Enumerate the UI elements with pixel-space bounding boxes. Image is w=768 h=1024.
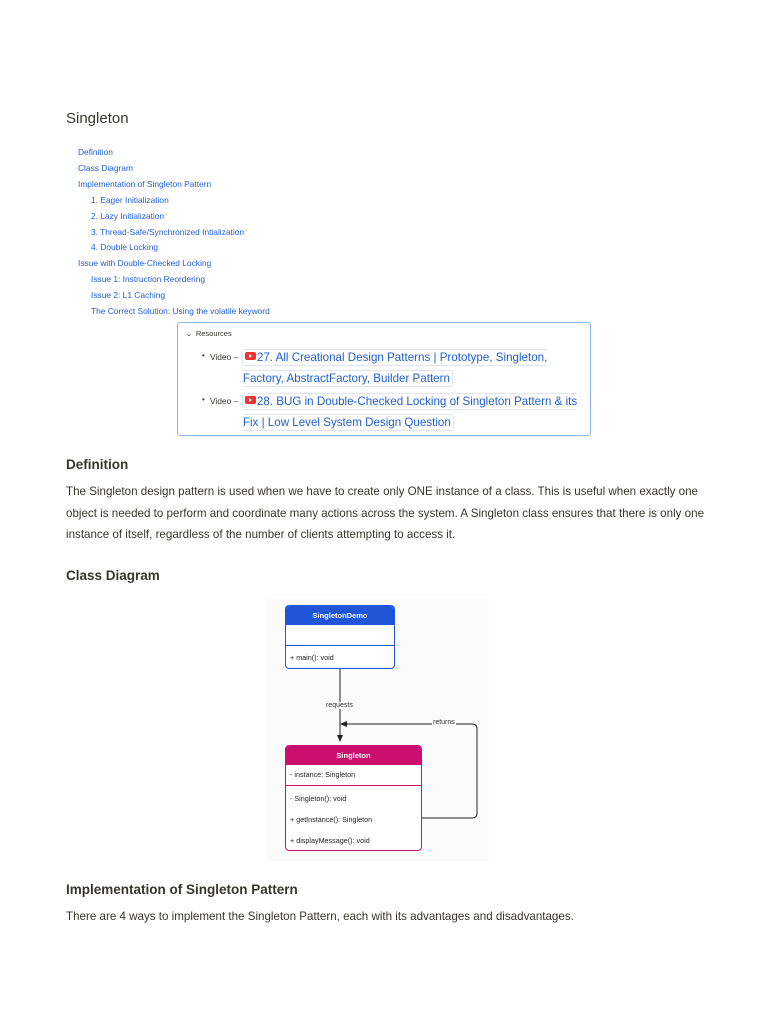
returns-arrowhead	[340, 721, 347, 727]
implementation-heading: Implementation of Singleton Pattern	[66, 882, 298, 897]
class-method: - Singleton(): void	[290, 794, 347, 803]
singleton-class-box	[285, 745, 422, 851]
toc-link[interactable]: Issue 2: L1 Caching	[91, 290, 166, 301]
requests-arrowhead	[337, 735, 343, 742]
toc-link[interactable]: Issue with Double-Checked Locking	[78, 258, 212, 269]
resource-item	[202, 391, 587, 433]
toc-link[interactable]: Definition	[78, 147, 113, 157]
resource-prefix: Video –	[209, 396, 239, 406]
toc-link[interactable]: 2. Lazy Initialization	[91, 210, 165, 221]
page-title: Singleton	[66, 110, 129, 127]
class-method: + main(): void	[290, 653, 334, 662]
resource-link-text[interactable]: 28. BUG in Double-Checked Locking of Singleton Pattern & its Fix | Low Level System Design Question	[242, 395, 578, 429]
divider	[286, 785, 421, 786]
toc-link[interactable]: The Correct Solution: Using the volatile keyword	[91, 306, 270, 317]
toc-link[interactable]: 4. Double Locking	[91, 242, 159, 253]
table-of-contents	[78, 145, 270, 320]
bullet: •	[202, 351, 205, 360]
resource-item	[202, 347, 587, 389]
toc-link[interactable]: 3. Thread-Safe/Synchronized Intialization	[91, 226, 245, 237]
divider	[286, 645, 394, 646]
definition-text: The Singleton design pattern is used when we have to create only ONE instance of a class. This is useful when exactly one object is needed to perform and coordinate many actions across the system. A Singleton class ensures that there is only one instance of itself, regardless of the number of clients attempting to access it.	[66, 485, 705, 542]
class-name: Singleton	[286, 746, 421, 765]
class-method: + displayMessage(): void	[290, 836, 370, 845]
resources-header-label: Resources	[195, 329, 232, 338]
bullet: •	[202, 395, 205, 404]
resource-link-text[interactable]: 27. All Creational Design Patterns | Prototype, Singleton, Factory, AbstractFactory, Builder Pattern	[242, 351, 548, 385]
chevron-down-icon[interactable]: ⌄	[185, 330, 193, 338]
class-diagram-heading: Class Diagram	[66, 568, 160, 583]
class-diagram-image	[267, 599, 489, 861]
toc-link[interactable]: 1. Eager Initialization	[91, 194, 169, 205]
resources-toggle[interactable]	[186, 329, 232, 338]
implementation-text: There are 4 ways to implement the Singleton Pattern, each with its advantages and disadvantages.	[66, 910, 574, 923]
requests-label: requests	[326, 702, 353, 709]
class-field: - instance: Singleton	[290, 770, 356, 779]
resource-link[interactable]	[243, 391, 587, 433]
youtube-icon	[245, 396, 256, 404]
definition-heading: Definition	[66, 457, 129, 472]
resources-toggle-block	[177, 322, 591, 436]
toc-link[interactable]: Issue 1: Instruction Reordering	[91, 274, 206, 285]
youtube-icon	[245, 352, 256, 360]
singletondemo-class-box	[285, 605, 395, 669]
class-name: SingletonDemo	[286, 606, 394, 625]
resource-link[interactable]	[243, 347, 587, 389]
resource-prefix: Video –	[209, 352, 239, 362]
returns-label: returns	[433, 719, 455, 726]
toc-link[interactable]: Implementation of Singleton Pattern	[78, 178, 212, 189]
class-method: + getInstance(): Singleton	[290, 815, 373, 824]
toc-link[interactable]: Class Diagram	[78, 162, 133, 173]
